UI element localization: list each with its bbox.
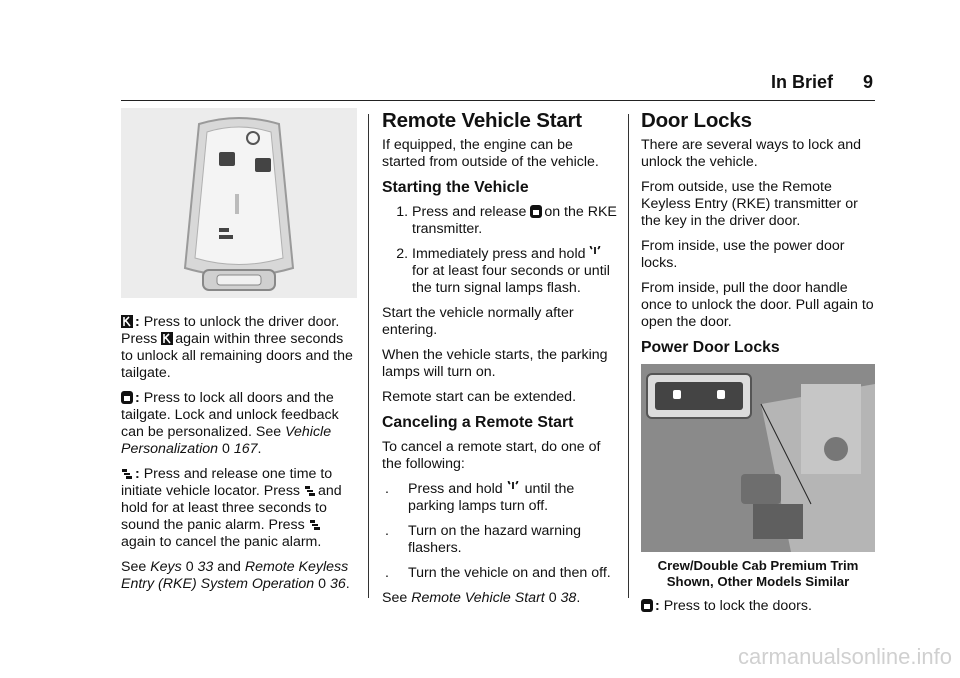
- starting-heading: Starting the Vehicle: [382, 179, 529, 196]
- extend-note: Remote start can be extended.: [382, 389, 577, 405]
- door-locks-p1: There are several ways to lock and unlock the vehicle.: [641, 137, 862, 170]
- column-3: [641, 108, 875, 623]
- see-also: See Keys 0 33 and Remote Keyless Entry (RKE) System Operation 0 36.: [121, 559, 350, 592]
- door-locks-heading: Door Locks: [641, 109, 752, 132]
- remote-start-icon: [507, 481, 519, 495]
- keys-link[interactable]: Keys: [150, 559, 182, 575]
- step-item: 1. Press and release on the RKE transmitter.: [412, 204, 618, 238]
- remote-start-heading: Remote Vehicle Start: [382, 109, 582, 132]
- lock-icon: [121, 391, 133, 404]
- vehicle-locator-icon: [309, 518, 321, 531]
- column-2: [382, 108, 618, 615]
- unlock-icon: [161, 332, 173, 345]
- cancel-intro: To cancel a remote start, do one of the following:: [382, 439, 601, 472]
- remote-start-icon: [589, 246, 601, 260]
- remote-start-intro: If equipped, the engine can be started from outside of the vehicle.: [382, 137, 599, 170]
- remote-start-link[interactable]: Remote Vehicle Start: [411, 590, 545, 606]
- lock-icon: [641, 599, 653, 612]
- column-divider: [628, 114, 629, 598]
- locator-description: : Press and release one time to initiate vehicle locator. Press and hold for at least three seconds to sound the panic alarm. Press again to cancel the panic alarm.: [121, 466, 342, 550]
- power-door-locks-heading: Power Door Locks: [641, 339, 780, 356]
- page-number: 9: [862, 72, 873, 92]
- door-locks-p2: From outside, use the Remote Keyless Entry (RKE) transmitter or the key in the driver door.: [641, 179, 858, 229]
- door-locks-p3: From inside, use the power door locks.: [641, 238, 845, 271]
- parking-lamps: When the vehicle starts, the parking lamps will turn on.: [382, 347, 608, 380]
- page-header: [121, 70, 875, 101]
- lock-icon: [530, 205, 542, 218]
- vehicle-locator-icon: [304, 484, 316, 497]
- start-normally: Start the vehicle normally after entering.: [382, 305, 574, 338]
- see-also: See Remote Vehicle Start 0 38.: [382, 590, 581, 606]
- unlock-icon: [121, 315, 133, 328]
- image-caption: Crew/Double Cab Premium Trim Shown, Other Models Similar: [657, 558, 859, 589]
- cancel-list: [382, 481, 618, 582]
- rke-link[interactable]: Remote Keyless Entry (RKE) System Operation: [121, 559, 349, 592]
- door-panel-image: [641, 364, 875, 552]
- starting-steps: [382, 204, 618, 297]
- lock-doors-description: : Press to lock the doors.: [641, 598, 875, 615]
- cancel-heading: Canceling a Remote Start: [382, 414, 574, 431]
- list-item: . Turn the vehicle on and then off.: [385, 565, 611, 581]
- column-1: [121, 108, 357, 601]
- section-title: In Brief: [770, 72, 833, 92]
- door-locks-p4: From inside, pull the door handle once to unlock the door. Pull again to open the door.: [641, 280, 874, 330]
- lock-description: : Press to lock all doors and the tailgate. Lock and unlock feedback can be personalized. See Vehicle Personalization 0 167.: [121, 390, 339, 457]
- key-fob-image: [121, 108, 357, 298]
- watermark: carmanualsonline.info: [737, 644, 952, 669]
- column-divider: [368, 114, 369, 598]
- vehicle-locator-icon: [121, 467, 133, 480]
- unlock-description: : Press to unlock the driver door. Press again within three seconds to unlock all remaining doors and the tailgate.: [121, 314, 353, 381]
- step-item: 2. Immediately press and hold for at least four seconds or until the turn signal lamps flash.: [412, 246, 618, 297]
- list-item: . Press and hold until the parking lamps turn off.: [382, 481, 618, 515]
- vehicle-personalization-link[interactable]: Vehicle Personalization: [121, 424, 332, 457]
- list-item: . Turn on the hazard warning flashers.: [385, 523, 581, 556]
